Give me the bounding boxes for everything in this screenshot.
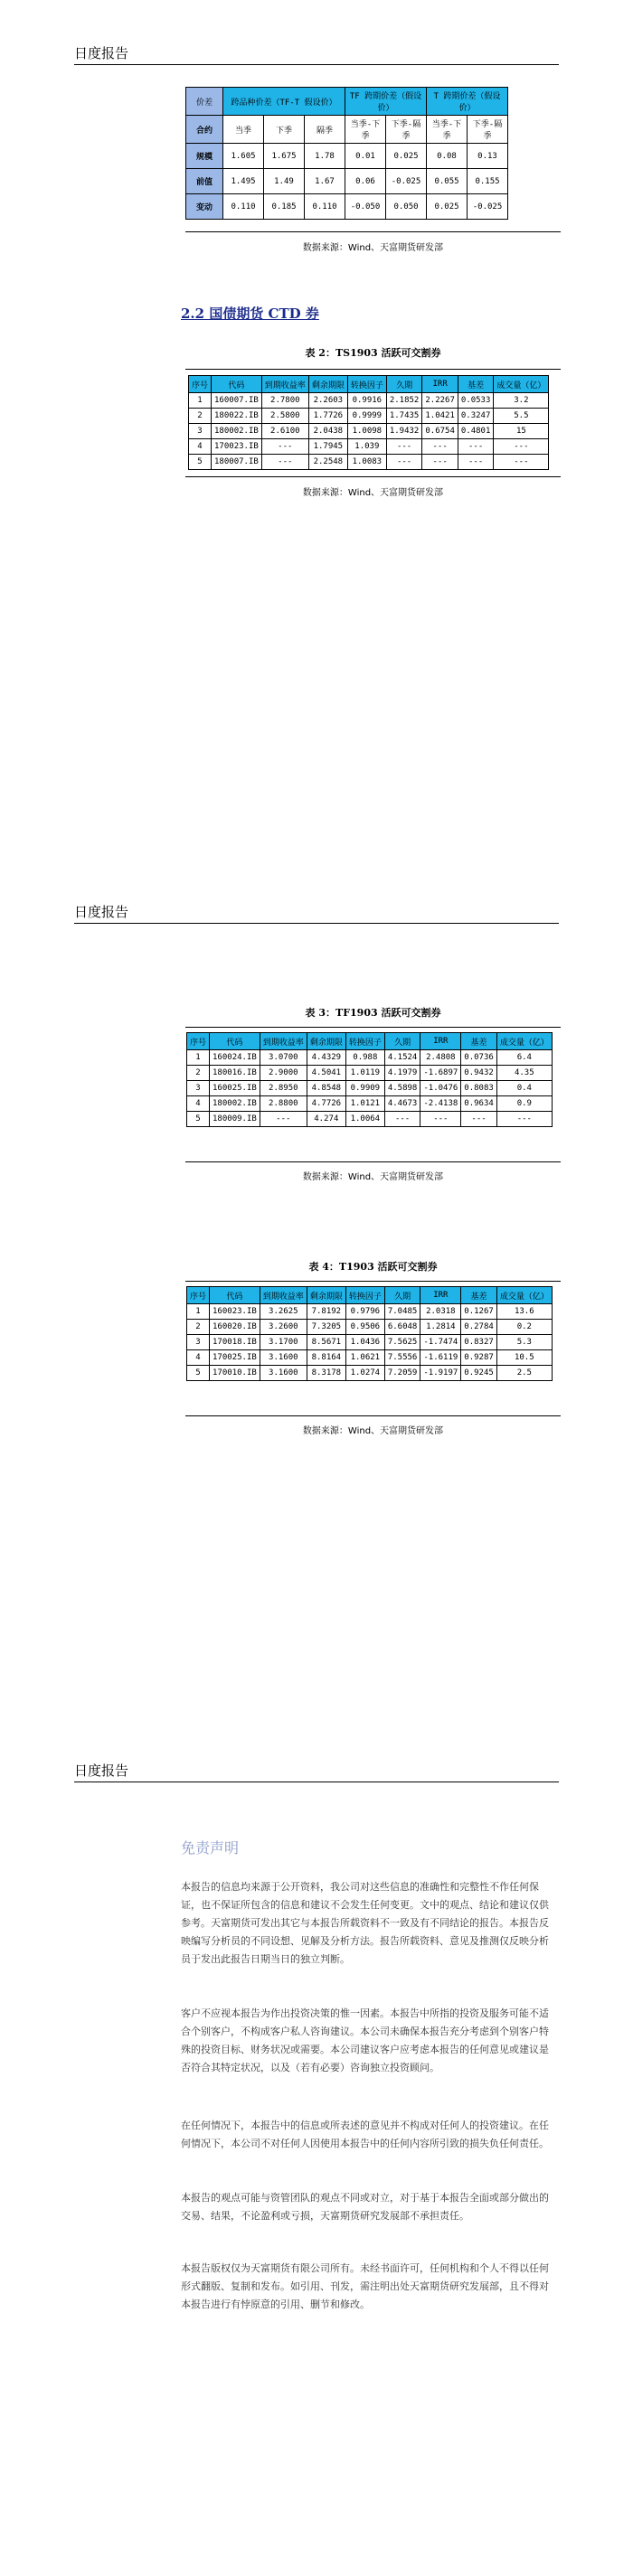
- tf-table-top-rule: [185, 1027, 561, 1028]
- ts-table-wrap: [188, 375, 549, 470]
- table-cell: 4.8548: [307, 1081, 345, 1096]
- table-cell: 160024.IB: [210, 1050, 260, 1066]
- table-cell: 2.7800: [261, 393, 308, 409]
- table-cell: 0.9909: [345, 1081, 384, 1096]
- table-cell: ---: [420, 1112, 461, 1127]
- t-table-header-cell: 久期: [384, 1287, 420, 1304]
- table-cell: 2: [189, 409, 212, 424]
- t-table-header-cell: 基差: [461, 1287, 497, 1304]
- table-cell: 0.8327: [461, 1335, 497, 1350]
- t-table-header-cell: 序号: [187, 1287, 210, 1304]
- table-cell: 3: [189, 424, 212, 439]
- table-cell: 2.0318: [420, 1304, 461, 1320]
- tf-table-header-cell: 序号: [187, 1033, 210, 1050]
- table-cell: 10.5: [496, 1350, 552, 1366]
- disclaimer-paragraph: 本报告的观点可能与资管团队的观点不同或对立，对于基于本报告全面或部分做出的交易、结果，不论盈利或亏损，天富期货研究发展部不承担责任。: [181, 2192, 549, 2222]
- table-cell: 1.0098: [347, 424, 386, 439]
- table-row: [187, 1350, 553, 1366]
- table-cell: 1.7435: [386, 409, 422, 424]
- tf-table-wrap: [186, 1032, 553, 1127]
- table-cell: ---: [386, 455, 422, 470]
- tf-table-header-cell: 剩余期限: [307, 1033, 345, 1050]
- tf-table-header-cell: 转换因子: [345, 1033, 384, 1050]
- table-cell: 3.2600: [260, 1320, 307, 1335]
- table-cell: 7.5625: [384, 1335, 420, 1350]
- table-cell: -1.9197: [420, 1366, 461, 1381]
- table-cell: 2.2548: [308, 455, 347, 470]
- table-cell: 160007.IB: [212, 393, 262, 409]
- spread-cell: 0.08: [427, 144, 468, 169]
- table-cell: 1.0621: [345, 1350, 384, 1366]
- t-table-caption: 表 4：T1903 活跃可交割券: [308, 1261, 438, 1273]
- t-table-header-cell: 成交量（亿）: [496, 1287, 552, 1304]
- disclaimer-paragraph: 本报告版权仅为天富期货有限公司所有。未经书面许可，任何机构和个人不得以任何形式翻版、复制和发布。如引用、刊发，需注明出处天富期货研究发展部，且不得对本报告进行有悖原意的引用、删节和修改。: [181, 2262, 549, 2310]
- table-cell: 3.2: [494, 393, 549, 409]
- table-cell: ---: [422, 455, 458, 470]
- ts-table-header-cell: 成交量（亿）: [494, 376, 549, 393]
- table-cell: 4.274: [307, 1112, 345, 1127]
- table-cell: 1.0083: [347, 455, 386, 470]
- table-row: [187, 1366, 553, 1381]
- table-cell: 0.2: [496, 1320, 552, 1335]
- table-cell: 0.9634: [461, 1096, 497, 1112]
- spread-group-header: T 跨期价差（假设价）: [427, 88, 508, 116]
- table-cell: 2: [187, 1066, 210, 1081]
- disclaimer-paragraph: 客户不应视本报告为作出投资决策的惟一因素。本报告中所指的投资及服务可能不适合个别客户，不构成客户私人咨询建议。本公司未确保本报告充分考虑到个别客户特殊的投资目标、财务状况或需要。本公司建议客户应考虑本报告的任何意见或建议是否符合其特定状况，以及（若有必要）咨询独立投资顾问。: [181, 2007, 549, 2073]
- table-cell: 7.0485: [384, 1304, 420, 1320]
- spread-table-source: 数据来源：Wind、天富期货研发部: [302, 243, 444, 253]
- table-cell: 160020.IB: [210, 1320, 260, 1335]
- table-cell: 4.1524: [384, 1050, 420, 1066]
- tf-table-header-cell: 成交量（亿）: [496, 1033, 552, 1050]
- table-cell: ---: [384, 1112, 420, 1127]
- table-row: [189, 409, 549, 424]
- table-cell: ---: [494, 455, 549, 470]
- tf-table-header-cell: 到期收益率: [260, 1033, 307, 1050]
- table-cell: 6.6048: [384, 1320, 420, 1335]
- table-cell: 0.9916: [347, 393, 386, 409]
- spread-cell: 0.050: [386, 194, 427, 220]
- header-title: 日度报告: [74, 1763, 129, 1779]
- spread-cell: 1.49: [264, 169, 305, 194]
- t-table-header-cell: IRR: [420, 1287, 461, 1304]
- table-cell: 180002.IB: [212, 424, 262, 439]
- spread-cell: 0.110: [223, 194, 264, 220]
- table-cell: 2.2603: [308, 393, 347, 409]
- tf-table-header-cell: 基差: [461, 1033, 497, 1050]
- ts-table-header-cell: 序号: [189, 376, 212, 393]
- table-cell: 13.6: [496, 1304, 552, 1320]
- table-cell: 4.35: [496, 1066, 552, 1081]
- spread-cell: -0.025: [386, 169, 427, 194]
- tf-table-header-cell: 代码: [210, 1033, 260, 1050]
- table-cell: 1: [187, 1050, 210, 1066]
- table-cell: 0.6754: [422, 424, 458, 439]
- table-cell: -2.4138: [420, 1096, 461, 1112]
- table-row: [189, 424, 549, 439]
- tf-table-caption: 表 3：TF1903 活跃可交割券: [305, 1007, 441, 1019]
- spread-cell: 0.01: [345, 144, 386, 169]
- table-cell: 180016.IB: [210, 1066, 260, 1081]
- spread-cell: 0.13: [468, 144, 508, 169]
- table-cell: 3.1600: [260, 1366, 307, 1381]
- table-cell: 160025.IB: [210, 1081, 260, 1096]
- table-cell: 3.0700: [260, 1050, 307, 1066]
- table-row: [187, 1081, 553, 1096]
- t-table-header-cell: 到期收益率: [260, 1287, 307, 1304]
- table-cell: -1.6119: [420, 1350, 461, 1366]
- table-cell: ---: [386, 439, 422, 455]
- table-cell: 0.2784: [461, 1320, 497, 1335]
- table-cell: 1: [187, 1304, 210, 1320]
- page-header-3: [74, 1761, 559, 1782]
- spread-sub-header: 隔季: [305, 116, 345, 144]
- spread-cell: 0.110: [305, 194, 345, 220]
- table-cell: 2.0438: [308, 424, 347, 439]
- table-row: [187, 1050, 553, 1066]
- table-cell: 2.2267: [422, 393, 458, 409]
- spread-cell: -0.050: [345, 194, 386, 220]
- table-row: [187, 1335, 553, 1350]
- table-cell: 0.9506: [345, 1320, 384, 1335]
- spread-cell: 1.67: [305, 169, 345, 194]
- spread-sub-header: 下季: [264, 116, 305, 144]
- table-cell: 4: [187, 1096, 210, 1112]
- spread-cell: 1.495: [223, 169, 264, 194]
- table-cell: 1.9432: [386, 424, 422, 439]
- table-row: [189, 455, 549, 470]
- table-cell: 180002.IB: [210, 1096, 260, 1112]
- table-cell: -1.0476: [420, 1081, 461, 1096]
- table-cell: 170010.IB: [210, 1366, 260, 1381]
- table-cell: 160023.IB: [210, 1304, 260, 1320]
- table-cell: 0.9287: [461, 1350, 497, 1366]
- ts-table-bottom-rule: [185, 476, 561, 477]
- t-table-bottom-rule: [185, 1415, 561, 1416]
- ts-table-header-cell: 基差: [458, 376, 494, 393]
- table-cell: 1: [189, 393, 212, 409]
- table-cell: 2.8950: [260, 1081, 307, 1096]
- table-cell: 0.9999: [347, 409, 386, 424]
- table-cell: 0.0736: [461, 1050, 497, 1066]
- disclaimer-paragraph: 本报告的信息均来源于公开资料，我公司对这些信息的准确性和完整性不作任何保证，也不保证所包含的信息和建议不会发生任何变更。文中的观点、结论和建议仅供参考。天富期货可发出其它与本报告所载资料不一致及有不同结论的报告。本报告反映编写分析员的不同设想、见解及分析方法。报告所载资料、意见及推测仅反映分析员于发出此报告日期当日的独立判断。: [181, 1881, 549, 1965]
- table-cell: 2.4808: [420, 1050, 461, 1066]
- table-cell: 0.9796: [345, 1304, 384, 1320]
- table-row: [187, 1112, 553, 1127]
- spread-cell: -0.025: [468, 194, 508, 220]
- table-cell: 1.0121: [345, 1096, 384, 1112]
- table-cell: 7.3205: [307, 1320, 345, 1335]
- ts-table-header-cell: 到期收益率: [261, 376, 308, 393]
- spread-sub-header: 合约: [186, 116, 223, 144]
- ts-table-caption: 表 2：TS1903 活跃可交割券: [305, 347, 441, 359]
- table-cell: 2.8800: [260, 1096, 307, 1112]
- ts-table-header-cell: IRR: [422, 376, 458, 393]
- spread-sub-header: 下季-隔季: [386, 116, 427, 144]
- t-table-wrap: [186, 1286, 553, 1381]
- spread-cell: 1.605: [223, 144, 264, 169]
- header-title: 日度报告: [74, 904, 129, 920]
- table-cell: 0.9432: [461, 1066, 497, 1081]
- table-cell: 0.3247: [458, 409, 494, 424]
- table-cell: 170025.IB: [210, 1350, 260, 1366]
- spread-group-header: TF 跨期价差（假设价）: [345, 88, 427, 116]
- ts-table-header-cell: 久期: [386, 376, 422, 393]
- table-cell: 2.1852: [386, 393, 422, 409]
- table-cell: 5.3: [496, 1335, 552, 1350]
- t-table-header-cell: 代码: [210, 1287, 260, 1304]
- spread-sub-header: 下季-隔季: [468, 116, 508, 144]
- disclaimer-paragraph: 在任何情况下，本报告中的信息或所表述的意见并不构成对任何人的投资建议。在任何情况下，本公司不对任何人因使用本报告中的任何内容所引致的损失负任何责任。: [181, 2120, 549, 2149]
- disclaimer-title: 免责声明: [181, 1839, 240, 1857]
- table-cell: 0.4801: [458, 424, 494, 439]
- table-cell: ---: [494, 439, 549, 455]
- section-title-2-2: 2.2 国债期货 CTD 券: [181, 306, 319, 322]
- table-cell: ---: [458, 455, 494, 470]
- table-cell: ---: [260, 1112, 307, 1127]
- table-cell: 0.4: [496, 1081, 552, 1096]
- table-row: [189, 393, 549, 409]
- tf-table-header-cell: IRR: [420, 1033, 461, 1050]
- table-cell: 7.8192: [307, 1304, 345, 1320]
- table-cell: 1.7945: [308, 439, 347, 455]
- table-cell: 0.9245: [461, 1366, 497, 1381]
- table-cell: ---: [496, 1112, 552, 1127]
- table-cell: 4.7726: [307, 1096, 345, 1112]
- table-cell: 2.5800: [261, 409, 308, 424]
- tf-table-header-cell: 久期: [384, 1033, 420, 1050]
- table-row: [187, 1096, 553, 1112]
- spread-row-label: 变动: [186, 194, 223, 220]
- table-cell: 4: [187, 1350, 210, 1366]
- spread-cell: 0.025: [427, 194, 468, 220]
- table-cell: 1.0436: [345, 1335, 384, 1350]
- spread-cell: 0.025: [386, 144, 427, 169]
- spread-cell: 1.675: [264, 144, 305, 169]
- spread-sub-header: 当季-下季: [345, 116, 386, 144]
- table-cell: 5: [189, 455, 212, 470]
- table-cell: 0.1267: [461, 1304, 497, 1320]
- t-table-source: 数据来源：Wind、天富期货研发部: [302, 1426, 444, 1436]
- spread-table-bottom-rule: [185, 231, 561, 232]
- t-table: [186, 1286, 553, 1381]
- page-header-2: [74, 902, 559, 924]
- table-cell: 4.5041: [307, 1066, 345, 1081]
- table-cell: 180009.IB: [210, 1112, 260, 1127]
- table-cell: -1.6897: [420, 1066, 461, 1081]
- ts-table-header-cell: 代码: [212, 376, 262, 393]
- table-cell: ---: [461, 1112, 497, 1127]
- table-cell: 180022.IB: [212, 409, 262, 424]
- table-row: [187, 1066, 553, 1081]
- table-cell: ---: [422, 439, 458, 455]
- table-cell: 4.5898: [384, 1081, 420, 1096]
- ts-table-header-cell: 转换因子: [347, 376, 386, 393]
- table-cell: 0.0533: [458, 393, 494, 409]
- spread-cell: 0.185: [264, 194, 305, 220]
- table-cell: ---: [261, 439, 308, 455]
- page-header-1: [74, 43, 559, 65]
- spread-cell: 1.78: [305, 144, 345, 169]
- spread-table: [185, 87, 508, 220]
- spread-group-header: 跨品种价差（TF-T 假设价）: [223, 88, 345, 116]
- spread-sub-header: 当季: [223, 116, 264, 144]
- spread-row-label: 前值: [186, 169, 223, 194]
- table-cell: 7.2059: [384, 1366, 420, 1381]
- table-cell: 1.0274: [345, 1366, 384, 1381]
- tf-table: [186, 1032, 553, 1127]
- table-cell: 5.5: [494, 409, 549, 424]
- t-table-top-rule: [185, 1281, 561, 1282]
- table-cell: 1.039: [347, 439, 386, 455]
- header-title: 日度报告: [74, 45, 129, 61]
- table-cell: 8.3178: [307, 1366, 345, 1381]
- spread-table-wrap: [185, 87, 508, 220]
- table-cell: 3.1700: [260, 1335, 307, 1350]
- table-cell: 4.4329: [307, 1050, 345, 1066]
- table-cell: 170023.IB: [212, 439, 262, 455]
- ts-table-source: 数据来源：Wind、天富期货研发部: [302, 488, 444, 498]
- ts-table-header-cell: 剩余期限: [308, 376, 347, 393]
- tf-table-source: 数据来源：Wind、天富期货研发部: [302, 1172, 444, 1182]
- table-cell: ---: [458, 439, 494, 455]
- table-cell: 8.8164: [307, 1350, 345, 1366]
- t-table-header-cell: 转换因子: [345, 1287, 384, 1304]
- spread-row-label: 规模: [186, 144, 223, 169]
- table-cell: 180007.IB: [212, 455, 262, 470]
- table-row: [189, 439, 549, 455]
- table-cell: 0.988: [345, 1050, 384, 1066]
- t-table-header-cell: 剩余期限: [307, 1287, 345, 1304]
- table-cell: 170018.IB: [210, 1335, 260, 1350]
- spread-cell: 0.06: [345, 169, 386, 194]
- table-cell: 7.5556: [384, 1350, 420, 1366]
- table-cell: 3: [187, 1081, 210, 1096]
- tf-table-bottom-rule: [185, 1161, 561, 1162]
- ts-table-top-rule: [185, 369, 561, 370]
- table-cell: 3.1600: [260, 1350, 307, 1366]
- ts-table: [188, 375, 549, 470]
- table-cell: 2.6100: [261, 424, 308, 439]
- table-cell: 3: [187, 1335, 210, 1350]
- table-cell: 6.4: [496, 1050, 552, 1066]
- spread-cell: 0.155: [468, 169, 508, 194]
- table-cell: 5: [187, 1366, 210, 1381]
- table-cell: 2: [187, 1320, 210, 1335]
- spread-sub-header: 当季-下季: [427, 116, 468, 144]
- table-cell: 1.2814: [420, 1320, 461, 1335]
- spread-cell: 0.055: [427, 169, 468, 194]
- table-cell: 1.0421: [422, 409, 458, 424]
- table-cell: 4.4673: [384, 1096, 420, 1112]
- table-cell: 2.5: [496, 1366, 552, 1381]
- table-cell: 0.9: [496, 1096, 552, 1112]
- table-cell: 4.1979: [384, 1066, 420, 1081]
- table-cell: 4: [189, 439, 212, 455]
- table-cell: 1.0064: [345, 1112, 384, 1127]
- table-row: [187, 1304, 553, 1320]
- table-cell: 8.5671: [307, 1335, 345, 1350]
- spread-group-header: 价差: [186, 88, 223, 116]
- table-cell: 2.9000: [260, 1066, 307, 1081]
- table-cell: 1.0119: [345, 1066, 384, 1081]
- table-cell: -1.7474: [420, 1335, 461, 1350]
- table-cell: 3.2625: [260, 1304, 307, 1320]
- table-row: [187, 1320, 553, 1335]
- table-cell: ---: [261, 455, 308, 470]
- table-cell: 1.7726: [308, 409, 347, 424]
- table-cell: 5: [187, 1112, 210, 1127]
- table-cell: 15: [494, 424, 549, 439]
- table-cell: 0.8083: [461, 1081, 497, 1096]
